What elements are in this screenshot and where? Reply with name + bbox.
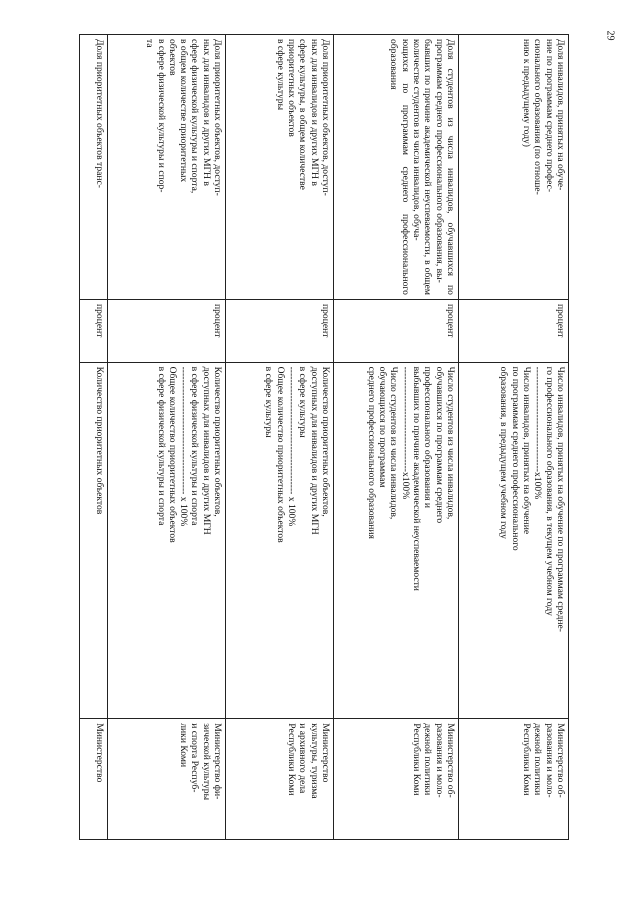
responsible-cell: Министерство фи- зической культуры и спорта Респуб- лики Коми bbox=[107, 719, 226, 840]
responsible-cell: Министерство bbox=[80, 719, 108, 840]
unit-cell: процент bbox=[334, 299, 459, 362]
responsible-cell: Министерство культуры, туризма и архивного дела Республики Коми bbox=[226, 719, 334, 840]
indicator-cell: Доля приоритетных объектов, доступ- ных для инвалидов и других МГН в сфере культуры, в общем количестве приоритетных объектов в сфере культуры bbox=[226, 35, 334, 300]
formula-cell: Количество приоритетных объектов, доступных для инвалидов и других МГН в сфере физической культуры и спорта ---------------------------------------- х 100% Общее количество приоритетных объектов в сфере физической культуры и спорта bbox=[107, 362, 226, 719]
indicator-cell: Доля приоритетных объектов, доступ- ных для инвалидов и других МГН в сфере физической культуры и спорта, в общем количестве приоритетных объектов в сфере физической культуры и спор- та bbox=[107, 35, 226, 300]
page-number: 29 bbox=[604, 30, 616, 41]
formula-cell: Число инвалидов, принятых на обучение по программам средне- го профессионального образования, в текущем учебном году ---------------------------------x100% Число инвалидов, принятых на обучение по программам среднего профессионального образования, в предыдущем учебном году bbox=[458, 362, 568, 719]
responsible-cell: Министерство об- разования и моло- дежной политики Республики Коми bbox=[458, 719, 568, 840]
responsible-cell: Министерство об- разования и моло- дежной политики Республики Коми bbox=[334, 719, 459, 840]
indicator-cell: Доля студентов из числа инвалидов, обучавшихся по программам среднего профессионального образования, вы- бывших по причине академической неуспеваемости, в общем количестве студентов из числа инвалидов, обуча- ющихся по программам среднего профессионального образования bbox=[334, 35, 459, 300]
unit-cell: процент bbox=[226, 299, 334, 362]
indicators-table bbox=[79, 34, 569, 840]
table-row bbox=[226, 35, 334, 840]
table-row bbox=[107, 35, 226, 840]
indicator-cell: Доля инвалидов, принятых на обуче- ние по программам среднего профес- сионального образования (по отноше- нию к предыдущему году) bbox=[458, 35, 568, 300]
table-row bbox=[334, 35, 459, 840]
unit-cell: процент bbox=[458, 299, 568, 362]
unit-cell: процент bbox=[107, 299, 226, 362]
unit-cell: процент bbox=[80, 299, 108, 362]
formula-cell: Число студентов из числа инвалидов, обучавшихся по программам среднего профессионального образования и выбывших по причине академической неуспеваемости ---------------------------------x100% Число студентов из числа инвалидов, обучающихся по программам среднего профессионального образования bbox=[334, 362, 459, 719]
table-row bbox=[458, 35, 568, 840]
indicator-cell: Доля приоритетных объектов транс- bbox=[80, 35, 108, 300]
table-container bbox=[79, 34, 569, 840]
table-row bbox=[80, 35, 108, 840]
rotated-table-wrapper bbox=[79, 34, 569, 840]
formula-cell: Количество приоритетных объектов bbox=[80, 362, 108, 719]
formula-cell: Количество приоритетных объектов, доступных для инвалидов и других МГН в сфере культуры ---------------------------------------- х 100% Общее количество приоритетных объектов в сфере культуры bbox=[226, 362, 334, 719]
